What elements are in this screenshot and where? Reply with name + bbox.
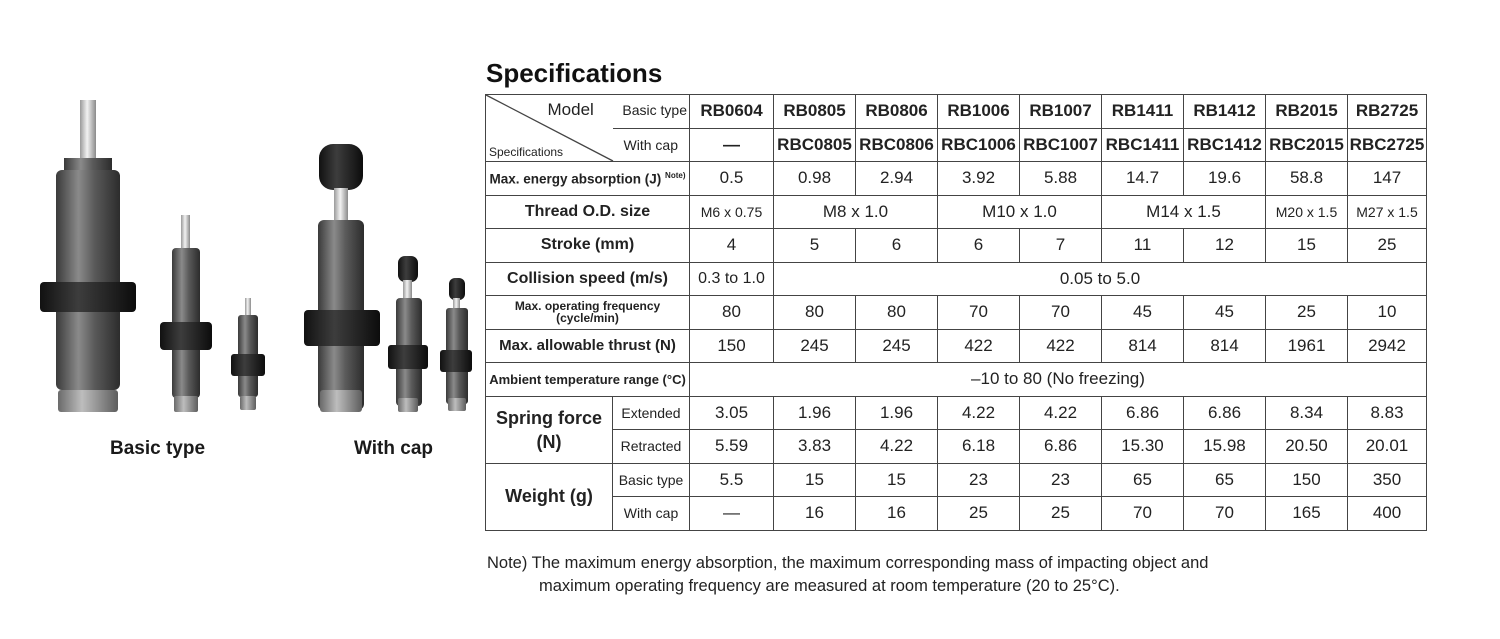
- model-cell: RBC0806: [856, 128, 938, 162]
- model-cell: RB1007: [1020, 95, 1102, 129]
- spring-retracted-cell: 15.98: [1184, 430, 1266, 464]
- frequency-label-line1: Max. operating frequency: [514, 299, 661, 314]
- frequency-label-line2: (cycle/min): [556, 311, 619, 326]
- frequency-cell: 70: [938, 296, 1020, 330]
- energy-cell: 3.92: [938, 162, 1020, 196]
- stroke-cell: 6: [856, 229, 938, 263]
- spring-retracted-cell: 20.50: [1266, 430, 1348, 464]
- frequency-cell: 25: [1266, 296, 1348, 330]
- frequency-cell: 45: [1184, 296, 1266, 330]
- model-cell: —: [690, 128, 774, 162]
- frequency-cell: 10: [1348, 296, 1427, 330]
- energy-cell: 2.94: [856, 162, 938, 196]
- model-cell: RBC0805: [774, 128, 856, 162]
- spring-label: [486, 396, 613, 463]
- weight-basic-cell: 150: [1266, 463, 1348, 497]
- model-cell: RB1412: [1184, 95, 1266, 129]
- weight-basic-label: Basic type: [613, 463, 690, 497]
- energy-label-text: Max. energy absorption (J): [489, 171, 662, 186]
- thread-cell: M14 x 1.5: [1102, 195, 1266, 229]
- weight-cap-cell: 16: [774, 497, 856, 531]
- energy-cell: 0.5: [690, 162, 774, 196]
- spring-extended-cell: 6.86: [1184, 396, 1266, 430]
- basic-type-caption: Basic type: [110, 438, 206, 459]
- energy-cell: 147: [1348, 162, 1427, 196]
- energy-cell: 5.88: [1020, 162, 1102, 196]
- thread-cell: M10 x 1.0: [938, 195, 1102, 229]
- shock-absorber-illustration: [0, 0, 470, 639]
- energy-cell: 0.98: [774, 162, 856, 196]
- weight-cap-label: With cap: [613, 497, 690, 531]
- thread-label: Thread O.D. size: [486, 195, 690, 229]
- thread-cell: M20 x 1.5: [1266, 195, 1348, 229]
- model-header-label: Model: [547, 100, 594, 119]
- with-cap-header: With cap: [613, 128, 690, 162]
- stroke-cell: 15: [1266, 229, 1348, 263]
- thread-cell: M8 x 1.0: [774, 195, 938, 229]
- ambient-row: [486, 363, 1427, 397]
- frequency-cell: 70: [1020, 296, 1102, 330]
- stroke-cell: 11: [1102, 229, 1184, 263]
- frequency-row: [486, 296, 1427, 330]
- model-cell: RBC1411: [1102, 128, 1184, 162]
- weight-basic-cell: 65: [1184, 463, 1266, 497]
- stroke-cell: 25: [1348, 229, 1427, 263]
- frequency-label: [486, 296, 690, 330]
- spring-label-line1: Spring force: [495, 407, 602, 428]
- weight-cap-cell: 16: [856, 497, 938, 531]
- energy-row: [486, 162, 1427, 196]
- collision-row: [486, 262, 1427, 296]
- thrust-cell: 422: [938, 329, 1020, 363]
- model-cell: RBC2725: [1348, 128, 1427, 162]
- frequency-cell: 80: [856, 296, 938, 330]
- model-cell: RB0806: [856, 95, 938, 129]
- stroke-cell: 6: [938, 229, 1020, 263]
- weight-basic-cell: 23: [1020, 463, 1102, 497]
- frequency-cell: 45: [1102, 296, 1184, 330]
- spring-retracted-cell: 4.22: [856, 430, 938, 464]
- frequency-cell: 80: [774, 296, 856, 330]
- weight-cap-cell: 165: [1266, 497, 1348, 531]
- spring-retracted-cell: 6.18: [938, 430, 1020, 464]
- thread-cell: M6 x 0.75: [690, 195, 774, 229]
- spring-extended-cell: 4.22: [1020, 396, 1102, 430]
- stroke-cell: 12: [1184, 229, 1266, 263]
- spring-extended-cell: 1.96: [856, 396, 938, 430]
- thrust-cell: 814: [1102, 329, 1184, 363]
- thrust-cell: 422: [1020, 329, 1102, 363]
- thrust-cell: 245: [856, 329, 938, 363]
- stroke-cell: 4: [690, 229, 774, 263]
- ambient-cell: –10 to 80 (No freezing): [690, 363, 1427, 397]
- weight-cap-cell: 25: [938, 497, 1020, 531]
- model-cell: RB0805: [774, 95, 856, 129]
- product-photos: [0, 0, 470, 639]
- energy-label: [486, 162, 690, 196]
- stroke-cell: 5: [774, 229, 856, 263]
- model-cell: RB1006: [938, 95, 1020, 129]
- frequency-cell: 80: [690, 296, 774, 330]
- spring-retracted-row: [486, 430, 1427, 464]
- model-cell: RBC1412: [1184, 128, 1266, 162]
- spring-retracted-cell: 15.30: [1102, 430, 1184, 464]
- spring-extended-cell: 3.05: [690, 396, 774, 430]
- with-cap-caption: With cap: [354, 438, 433, 459]
- thrust-cell: 1961: [1266, 329, 1348, 363]
- spring-extended-cell: 8.83: [1348, 396, 1427, 430]
- basic-type-header: [547, 95, 690, 129]
- thrust-cell: 245: [774, 329, 856, 363]
- energy-cell: 58.8: [1266, 162, 1348, 196]
- weight-cap-row: [486, 497, 1427, 531]
- footnote: [487, 552, 1208, 598]
- basic-model-row: [486, 95, 1427, 129]
- model-cell: RB0604: [690, 95, 774, 129]
- weight-basic-row: [486, 463, 1427, 497]
- stroke-row: [486, 229, 1427, 263]
- spring-label-line2: (N): [536, 431, 562, 452]
- footnote-line2: maximum operating frequency are measured at room temperature (20 to 25°C).: [539, 577, 1120, 595]
- weight-cap-cell: 70: [1184, 497, 1266, 531]
- specifications-table: [485, 94, 1427, 531]
- thrust-cell: 814: [1184, 329, 1266, 363]
- cap-model-row: [486, 128, 1427, 162]
- footnote-line1: Note) The maximum energy absorption, the maximum corresponding mass of impacting object and: [487, 554, 1209, 572]
- spring-retracted-cell: 3.83: [774, 430, 856, 464]
- spring-extended-cell: 6.86: [1102, 396, 1184, 430]
- weight-cap-cell: 70: [1102, 497, 1184, 531]
- energy-cell: 19.6: [1184, 162, 1266, 196]
- collision-label: Collision speed (m/s): [486, 262, 690, 296]
- spring-extended-cell: 1.96: [774, 396, 856, 430]
- weight-basic-cell: 15: [774, 463, 856, 497]
- thrust-row: [486, 329, 1427, 363]
- weight-basic-cell: 350: [1348, 463, 1427, 497]
- specifications-header-label: Specifications: [489, 145, 564, 159]
- model-cell: RBC1007: [1020, 128, 1102, 162]
- collision-cell: 0.05 to 5.0: [774, 262, 1427, 296]
- weight-basic-cell: 65: [1102, 463, 1184, 497]
- thrust-cell: 150: [690, 329, 774, 363]
- spring-retracted-cell: 20.01: [1348, 430, 1427, 464]
- weight-cap-cell: 400: [1348, 497, 1427, 531]
- basic-type-label: Basic type: [622, 102, 687, 118]
- model-cell: RBC1006: [938, 128, 1020, 162]
- thread-cell: M27 x 1.5: [1348, 195, 1427, 229]
- spring-retracted-cell: 5.59: [690, 430, 774, 464]
- model-cell: RB1411: [1102, 95, 1184, 129]
- collision-cell: 0.3 to 1.0: [690, 262, 774, 296]
- weight-basic-cell: 5.5: [690, 463, 774, 497]
- model-cell: RB2015: [1266, 95, 1348, 129]
- stroke-cell: 7: [1020, 229, 1102, 263]
- ambient-label: Ambient temperature range (°C): [486, 363, 690, 397]
- spring-retracted-cell: 6.86: [1020, 430, 1102, 464]
- retracted-label: Retracted: [613, 430, 690, 464]
- page-title: Specifications: [486, 58, 663, 88]
- model-cell: RBC2015: [1266, 128, 1348, 162]
- energy-note-mark: Note): [665, 170, 686, 180]
- weight-basic-cell: 15: [856, 463, 938, 497]
- weight-label: Weight (g): [486, 463, 613, 530]
- thrust-cell: 2942: [1348, 329, 1427, 363]
- energy-cell: 14.7: [1102, 162, 1184, 196]
- extended-label: Extended: [613, 396, 690, 430]
- spring-extended-cell: 8.34: [1266, 396, 1348, 430]
- thread-row: [486, 195, 1427, 229]
- thrust-label: Max. allowable thrust (N): [486, 329, 690, 363]
- spring-extended-cell: 4.22: [938, 396, 1020, 430]
- stroke-label: Stroke (mm): [486, 229, 690, 263]
- spring-extended-row: [486, 396, 1427, 430]
- weight-cap-cell: 25: [1020, 497, 1102, 531]
- weight-cap-cell: —: [690, 497, 774, 531]
- model-cell: RB2725: [1348, 95, 1427, 129]
- weight-basic-cell: 23: [938, 463, 1020, 497]
